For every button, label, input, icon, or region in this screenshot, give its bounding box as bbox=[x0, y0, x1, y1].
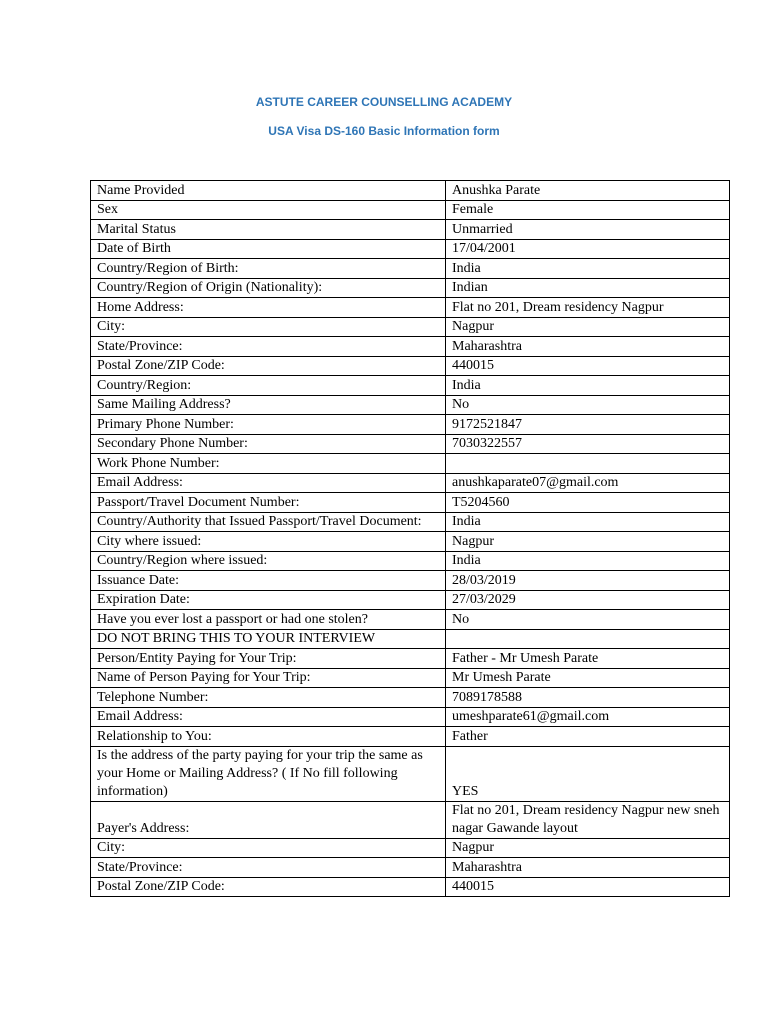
field-label: DO NOT BRING THIS TO YOUR INTERVIEW bbox=[91, 629, 446, 649]
field-label: Name of Person Paying for Your Trip: bbox=[91, 668, 446, 688]
field-label: Home Address: bbox=[91, 298, 446, 318]
table-row bbox=[91, 200, 730, 220]
table-row bbox=[91, 454, 730, 474]
field-value: India bbox=[446, 376, 730, 396]
field-label: Primary Phone Number: bbox=[91, 415, 446, 435]
field-label: Work Phone Number: bbox=[91, 454, 446, 474]
field-value: No bbox=[446, 610, 730, 630]
table-row bbox=[91, 590, 730, 610]
field-value: Maharashtra bbox=[446, 337, 730, 357]
field-value: Father - Mr Umesh Parate bbox=[446, 649, 730, 669]
table-row bbox=[91, 727, 730, 747]
field-label: Name Provided bbox=[91, 181, 446, 201]
field-label: Date of Birth bbox=[91, 239, 446, 259]
field-value: Flat no 201, Dream residency Nagpur new sneh nagar Gawande layout bbox=[446, 801, 730, 838]
table-row bbox=[91, 493, 730, 513]
field-label: City: bbox=[91, 838, 446, 858]
table-row bbox=[91, 668, 730, 688]
table-row bbox=[91, 746, 730, 801]
table-row bbox=[91, 317, 730, 337]
table-row bbox=[91, 181, 730, 201]
table-row bbox=[91, 838, 730, 858]
field-label: Country/Region where issued: bbox=[91, 551, 446, 571]
field-value: Indian bbox=[446, 278, 730, 298]
table-row bbox=[91, 512, 730, 532]
table-row bbox=[91, 629, 730, 649]
field-value: 440015 bbox=[446, 877, 730, 897]
field-value: Female bbox=[446, 200, 730, 220]
field-value: 9172521847 bbox=[446, 415, 730, 435]
table-row bbox=[91, 551, 730, 571]
field-value: India bbox=[446, 259, 730, 279]
table-row bbox=[91, 571, 730, 591]
field-value: India bbox=[446, 512, 730, 532]
field-value bbox=[446, 454, 730, 474]
field-label: Postal Zone/ZIP Code: bbox=[91, 877, 446, 897]
field-label: Issuance Date: bbox=[91, 571, 446, 591]
field-label: Same Mailing Address? bbox=[91, 395, 446, 415]
field-label: Have you ever lost a passport or had one stolen? bbox=[91, 610, 446, 630]
field-label: City: bbox=[91, 317, 446, 337]
field-value: 440015 bbox=[446, 356, 730, 376]
field-label: Relationship to You: bbox=[91, 727, 446, 747]
table-body bbox=[91, 181, 730, 897]
table-row bbox=[91, 801, 730, 838]
table-row bbox=[91, 649, 730, 669]
field-label: Email Address: bbox=[91, 707, 446, 727]
table-row bbox=[91, 337, 730, 357]
table-row bbox=[91, 239, 730, 259]
field-label: Marital Status bbox=[91, 220, 446, 240]
field-label: Secondary Phone Number: bbox=[91, 434, 446, 454]
field-label: Sex bbox=[91, 200, 446, 220]
organization-title: ASTUTE CAREER COUNSELLING ACADEMY bbox=[255, 95, 513, 109]
table-row bbox=[91, 298, 730, 318]
field-label: State/Province: bbox=[91, 858, 446, 878]
field-label: Postal Zone/ZIP Code: bbox=[91, 356, 446, 376]
field-value: 7089178588 bbox=[446, 688, 730, 708]
table-row bbox=[91, 415, 730, 435]
field-label: Country/Region of Birth: bbox=[91, 259, 446, 279]
field-value: Nagpur bbox=[446, 317, 730, 337]
field-label: State/Province: bbox=[91, 337, 446, 357]
field-value: Anushka Parate bbox=[446, 181, 730, 201]
table-row bbox=[91, 395, 730, 415]
field-value: Father bbox=[446, 727, 730, 747]
field-value: Nagpur bbox=[446, 532, 730, 552]
form-title: USA Visa DS-160 Basic Information form bbox=[268, 124, 500, 138]
table-row bbox=[91, 688, 730, 708]
table-row bbox=[91, 259, 730, 279]
field-label: Payer's Address: bbox=[91, 801, 446, 838]
field-value: No bbox=[446, 395, 730, 415]
table-row bbox=[91, 858, 730, 878]
table-row bbox=[91, 707, 730, 727]
field-value: 17/04/2001 bbox=[446, 239, 730, 259]
field-label: Passport/Travel Document Number: bbox=[91, 493, 446, 513]
field-value: Unmarried bbox=[446, 220, 730, 240]
field-value: T5204560 bbox=[446, 493, 730, 513]
field-value: 27/03/2029 bbox=[446, 590, 730, 610]
field-value: umeshparate61@gmail.com bbox=[446, 707, 730, 727]
field-value: 28/03/2019 bbox=[446, 571, 730, 591]
field-label: Country/Region: bbox=[91, 376, 446, 396]
field-label: Country/Region of Origin (Nationality): bbox=[91, 278, 446, 298]
field-value: Maharashtra bbox=[446, 858, 730, 878]
field-value: 7030322557 bbox=[446, 434, 730, 454]
field-value bbox=[446, 629, 730, 649]
information-table bbox=[90, 180, 730, 897]
field-value: YES bbox=[446, 746, 730, 801]
table-row bbox=[91, 220, 730, 240]
field-label: Is the address of the party paying for your trip the same as your Home or Mailing Address? ( If No fill following information) bbox=[91, 746, 446, 801]
table-row bbox=[91, 356, 730, 376]
field-value: Mr Umesh Parate bbox=[446, 668, 730, 688]
field-label: Country/Authority that Issued Passport/Travel Document: bbox=[91, 512, 446, 532]
field-value: India bbox=[446, 551, 730, 571]
field-value: anushkaparate07@gmail.com bbox=[446, 473, 730, 493]
table-row bbox=[91, 434, 730, 454]
field-label: Email Address: bbox=[91, 473, 446, 493]
field-label: City where issued: bbox=[91, 532, 446, 552]
field-value: Nagpur bbox=[446, 838, 730, 858]
field-label: Telephone Number: bbox=[91, 688, 446, 708]
table-row bbox=[91, 877, 730, 897]
table-row bbox=[91, 376, 730, 396]
field-label: Person/Entity Paying for Your Trip: bbox=[91, 649, 446, 669]
field-label: Expiration Date: bbox=[91, 590, 446, 610]
table-row bbox=[91, 473, 730, 493]
table-row bbox=[91, 610, 730, 630]
table-row bbox=[91, 532, 730, 552]
field-value: Flat no 201, Dream residency Nagpur bbox=[446, 298, 730, 318]
table-row bbox=[91, 278, 730, 298]
